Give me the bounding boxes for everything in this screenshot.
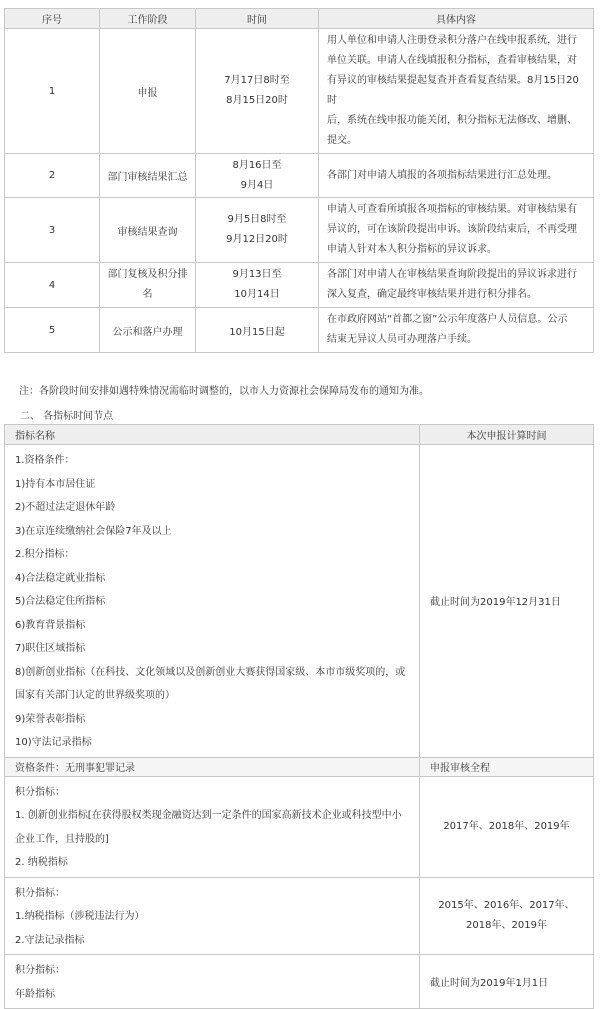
section-title: 二、 各指标时间节点 bbox=[20, 411, 114, 422]
header-indicator-name: 指标名称 bbox=[5, 425, 420, 445]
row-no: 1 bbox=[5, 29, 100, 154]
row-no: 2 bbox=[5, 154, 100, 198]
row-stage: 公示和落户办理 bbox=[100, 308, 196, 353]
indicator-list: 1.资格条件： 1)持有本市居住证 2)不超过法定退休年龄 3)在京连续缴纳社会保险7年及以上 2.积分指标： 4)合法稳定就业指标 5)合法稳定住所指标 6)教育背景指标 7)职住区域指标 8)创新创业指标（在科技、文化领域以及创新创业大赛获得国家级、本市市级奖项的，或国家有关部门认定的世界级奖项的） 9)荣誉表彰指标 10)守法记录指标 bbox=[5, 445, 420, 758]
row-time: 10月15日起 bbox=[196, 308, 319, 353]
row-time: 8月16日至 9月4日 bbox=[196, 154, 319, 198]
row-content: 各部门对申请人在审核结果查询阶段提出的异议诉求进行 深入复查，确定最终审核结果并进行积分排名。 bbox=[319, 263, 594, 308]
qualification-condition: 资格条件：无刑事犯罪记录 bbox=[5, 757, 420, 776]
row-content: 在市政府网站“首都之窗”公示年度落户人员信息。公示 结束无异议人员可办理落户手续。 bbox=[319, 308, 594, 353]
table-row bbox=[5, 29, 594, 154]
row-content: 用人单位和申请人注册登录积分落户在线申报系统，进行 单位关联。申请人在线填报积分指标，查看审核结果，对 有异议的审核结果提起复查并查看复查结果。8月15日20时 后，系统在线申报功能关闭，积分指标无法修改、增删、 提交。 bbox=[319, 29, 594, 154]
indicator-time-table bbox=[4, 424, 594, 1009]
table-row bbox=[5, 154, 594, 198]
header-time: 时间 bbox=[196, 9, 319, 29]
row-no: 5 bbox=[5, 308, 100, 353]
row-content: 各部门对申请人填报的各项指标结果进行汇总处理。 bbox=[319, 154, 594, 198]
row-stage: 审核结果查询 bbox=[100, 198, 196, 263]
indicator-list: 积分指标： 1. 创新创业指标[在获得股权类现金融资达到一定条件的国家高新技术企业或科技型中小企业工作，且持股的] 2. 纳税指标 bbox=[5, 776, 420, 877]
row-time: 9月13日至 10月14日 bbox=[196, 263, 319, 308]
header-no: 序号 bbox=[5, 9, 100, 29]
table-row bbox=[5, 263, 594, 308]
header-content: 具体内容 bbox=[319, 9, 594, 29]
table-row bbox=[5, 757, 594, 776]
table-header-row bbox=[5, 425, 594, 445]
calc-time-value: 截止时间为2019年12月31日 bbox=[420, 445, 594, 758]
table-row bbox=[5, 877, 594, 955]
review-period: 申报审核全程 bbox=[420, 757, 594, 776]
row-no: 4 bbox=[5, 263, 100, 308]
row-stage: 部门复核及积分排 名 bbox=[100, 263, 196, 308]
calc-time-value: 2015年、2016年、2017年、 2018年、2019年 bbox=[420, 877, 594, 955]
table-row bbox=[5, 198, 594, 263]
indicator-list: 积分指标： 年龄指标 bbox=[5, 955, 420, 1009]
header-stage: 工作阶段 bbox=[100, 9, 196, 29]
table-row bbox=[5, 308, 594, 353]
table-row bbox=[5, 776, 594, 877]
row-stage: 部门审核结果汇总 bbox=[100, 154, 196, 198]
table-header-row bbox=[5, 9, 594, 29]
calc-time-value: 2017年、2018年、2019年 bbox=[420, 776, 594, 877]
row-no: 3 bbox=[5, 198, 100, 263]
row-stage: 申报 bbox=[100, 29, 196, 154]
row-time: 9月5日8时至 9月12日20时 bbox=[196, 198, 319, 263]
row-content: 申请人可查看所填报各项指标的审核结果。对审核结果有 异议的，可在该阶段提出申诉。该阶段结束后，不再受理 申请人针对本人积分指标的异议诉求。 bbox=[319, 198, 594, 263]
table-row bbox=[5, 445, 594, 758]
calc-time-value: 截止时间为2019年1月1日 bbox=[420, 955, 594, 1009]
indicator-list: 积分指标： 1.纳税指标（涉税违法行为） 2.守法记录指标 bbox=[5, 877, 420, 955]
work-stage-table bbox=[4, 8, 594, 353]
row-time: 7月17日8时至 8月15日20时 bbox=[196, 29, 319, 154]
schedule-note: 注：各阶段时间安排如遇特殊情况需临时调整的，以市人力资源社会保障局发布的通知为准。 bbox=[19, 386, 429, 397]
header-calc-time: 本次申报计算时间 bbox=[420, 425, 594, 445]
table-row bbox=[5, 955, 594, 1009]
